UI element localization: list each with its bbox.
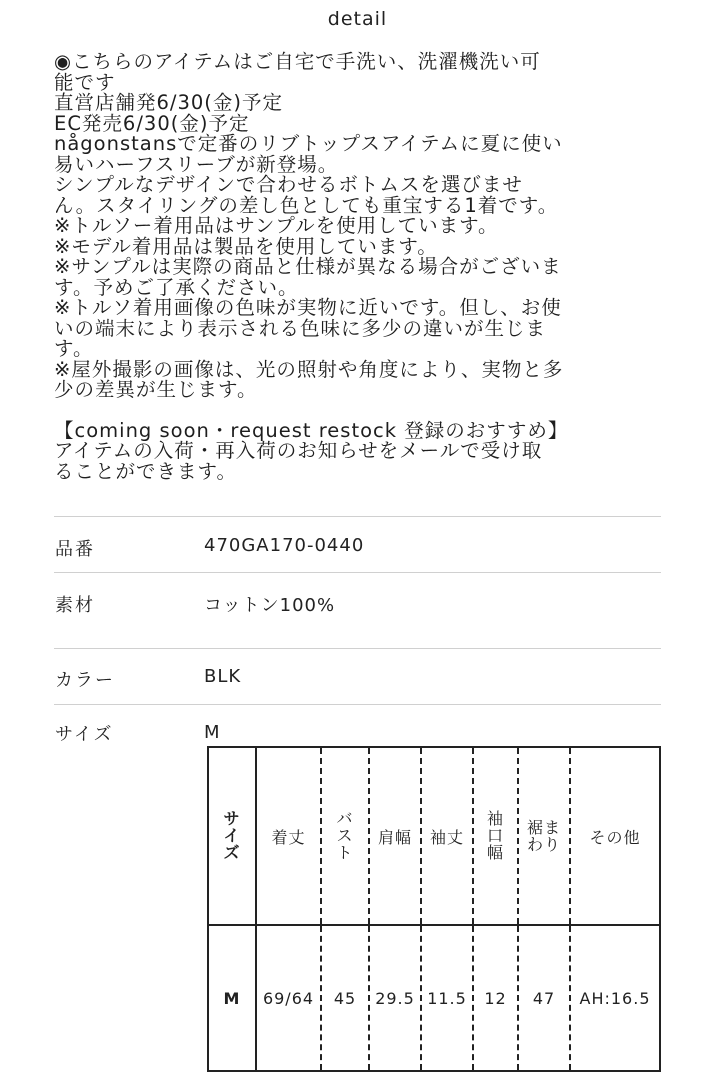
cell-cuff: 12 [473, 925, 518, 1071]
desc-line: シンプルなデザインで合わせるボトムスを選びませ [54, 173, 523, 196]
desc-line: ◉こちらのアイテムはご自宅で手洗い、洗濯機洗い可 [54, 50, 541, 73]
size-chart-row [208, 925, 660, 1071]
header-sleeve: 袖丈 [421, 747, 473, 925]
desc-line: 能です [54, 70, 116, 94]
desc-line: 易いハーフスリーブが新登場。 [54, 152, 339, 176]
desc-line: EC発売6/30(金)予定 [54, 111, 250, 135]
cell-shoulder: 29.5 [369, 925, 421, 1071]
header-shoulder: 肩幅 [369, 747, 421, 925]
header-bust: バ ス ト [321, 747, 369, 925]
material-label: 素材 [55, 595, 95, 616]
restock-line: アイテムの入荷・再入荷のお知らせをメールで受け取 [54, 439, 543, 462]
divider [54, 572, 661, 573]
product-number-label: 品番 [55, 539, 95, 560]
desc-line: す。予めご了承ください。 [54, 275, 299, 299]
divider [54, 704, 661, 705]
desc-line: 少の差異が生じます。 [54, 378, 258, 401]
page-title: detail [327, 8, 388, 30]
color-value: BLK [204, 666, 242, 687]
desc-line: いの端末により表示される色味に多少の違いが生じま [54, 316, 547, 340]
header-hem: 裾ま わり [518, 747, 570, 925]
desc-line: ※トルソ着用画像の色味が実物に近いです。但し、お使 [54, 296, 562, 319]
product-number-value: 470GA170-0440 [204, 535, 365, 556]
desc-line: ※屋外撮影の画像は、光の照射や角度により、実物と多 [54, 357, 564, 381]
header-size: サ イ ズ [208, 747, 256, 925]
desc-line: す。 [54, 337, 94, 360]
header-length: 着丈 [256, 747, 321, 925]
header-cuff: 袖 口 幅 [473, 747, 518, 925]
desc-line: ※サンプルは実際の商品と仕様が異なる場合がございま [54, 255, 562, 278]
restock-line: ることができます。 [54, 459, 237, 483]
desc-line: ※モデル着用品は製品を使用しています。 [54, 234, 438, 258]
desc-line: 直営店舗発6/30(金)予定 [54, 91, 284, 114]
restock-line: 【coming soon・request restock 登録のおすすめ】 [54, 418, 569, 442]
size-chart-table [207, 746, 661, 1072]
size-chart-header-row [208, 747, 660, 925]
divider [54, 516, 661, 517]
cell-hem: 47 [518, 925, 570, 1071]
color-label: カラー [55, 670, 115, 691]
cell-other: AH:16.5 [570, 925, 660, 1071]
cell-size: M [208, 925, 256, 1071]
cell-sleeve: 11.5 [421, 925, 473, 1071]
size-value: M [204, 722, 221, 743]
header-other: その他 [570, 747, 660, 925]
desc-line: ※トルソー着用品はサンプルを使用しています。 [54, 214, 499, 237]
desc-line: någonstansで定番のリブトップスアイテムに夏に使い [54, 132, 563, 155]
material-value: コットン100% [204, 595, 336, 616]
desc-line: ん。スタイリングの差し色としても重宝する1着です。 [54, 193, 559, 217]
cell-length: 69/64 [256, 925, 321, 1071]
description [54, 52, 664, 482]
divider [54, 648, 661, 649]
size-label: サイズ [55, 724, 114, 745]
cell-bust: 45 [321, 925, 369, 1071]
